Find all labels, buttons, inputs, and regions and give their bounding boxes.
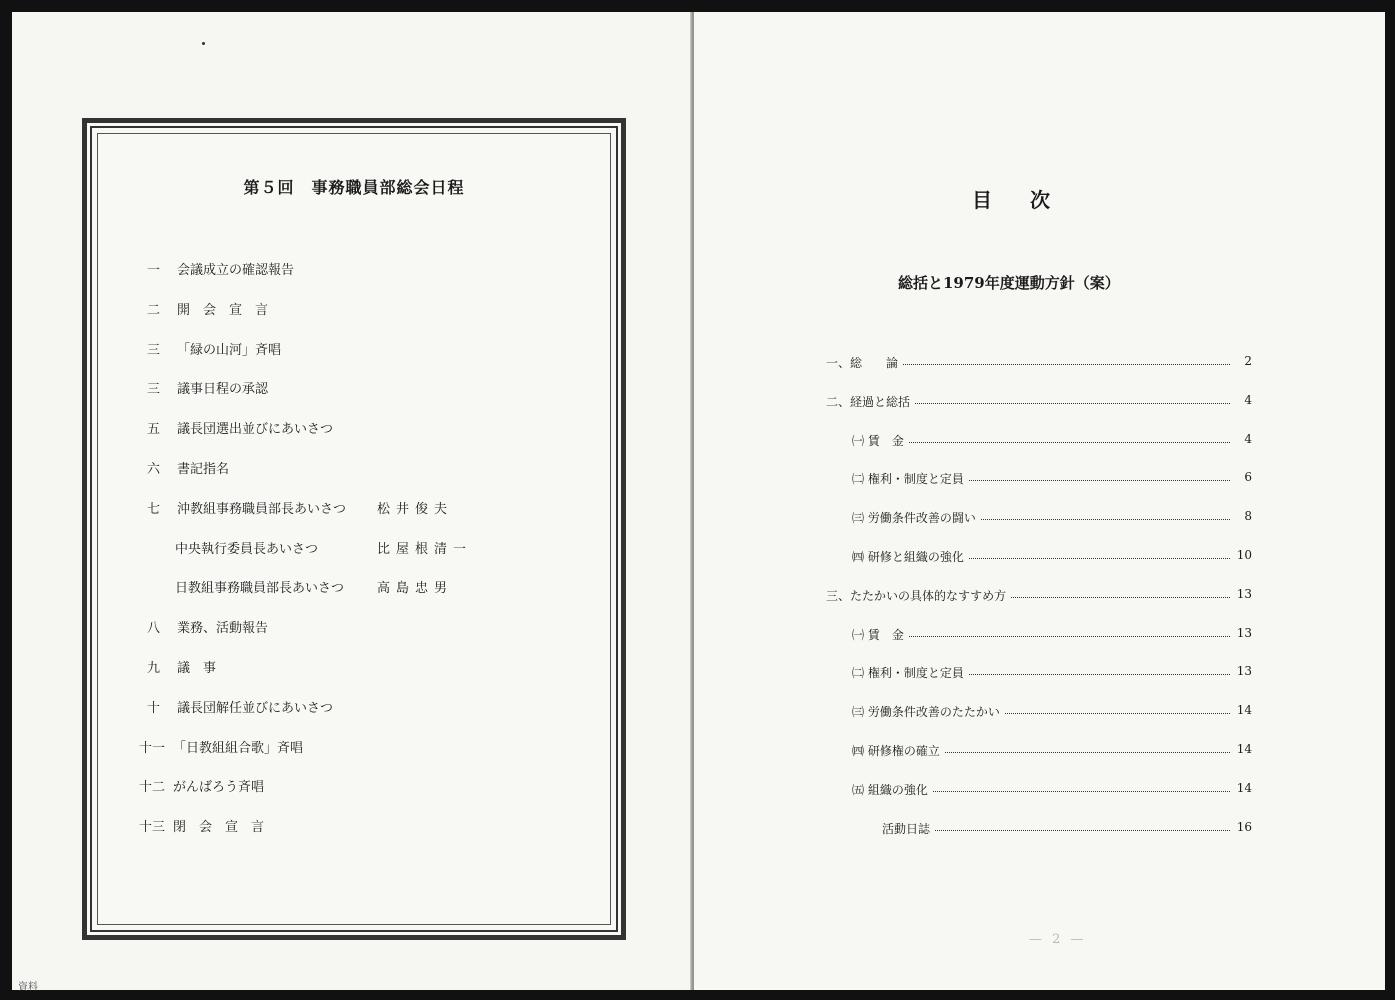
schedule-item-number: 十二 — [139, 780, 166, 796]
toc-entry — [852, 781, 1252, 797]
schedule-item — [147, 657, 216, 676]
toc-entry — [852, 664, 1252, 680]
schedule-item-text: 沖教組事務職員部長あいさつ — [177, 501, 347, 517]
toc-subtitle: 総括と1979年度運動方針（案） — [898, 274, 1120, 292]
toc-entry — [852, 470, 1252, 486]
schedule-item — [147, 299, 268, 318]
toc-entry — [852, 626, 1252, 642]
schedule-item — [139, 737, 303, 756]
toc-entry — [826, 393, 1252, 409]
schedule-item-text: 議事日程の承認 — [177, 382, 269, 398]
toc-entry-label: 一、総 論 — [826, 354, 902, 371]
schedule-item-text: 議長団選出並びにあいさつ — [177, 422, 334, 438]
schedule-item-number: 十一 — [139, 740, 166, 756]
toc-entry — [852, 703, 1252, 719]
speaker-name: 松井俊夫 — [377, 501, 454, 517]
schedule-item-number: 十三 — [139, 820, 166, 836]
schedule-title: 第５回 事務職員部総会日程 — [243, 178, 465, 197]
bleed-through-text — [774, 102, 1334, 882]
schedule-item-number: 九 — [147, 661, 161, 676]
toc-entry — [852, 509, 1252, 525]
toc-page-number: 13 — [1236, 664, 1252, 679]
schedule-item-number: 三 — [147, 382, 161, 398]
schedule-item-number: 十 — [147, 700, 161, 716]
toc-page-number: 13 — [1236, 625, 1252, 640]
toc-entry — [882, 820, 1252, 836]
toc-entry-label: ㈡ 権利・制度と定員 — [852, 470, 968, 487]
schedule-item — [139, 816, 264, 835]
schedule-item — [175, 577, 454, 597]
schedule-item — [175, 538, 473, 557]
schedule-item — [147, 617, 268, 636]
speaker-name: 比屋根清一 — [377, 541, 473, 557]
toc-page-number: 4 — [1244, 392, 1252, 407]
toc-page-number: 2 — [1244, 354, 1252, 368]
toc-entry-label: ㈠ 賃 金 — [852, 432, 908, 449]
schedule-item-number: 一 — [147, 263, 161, 278]
schedule-item — [139, 776, 264, 795]
toc-entry — [852, 548, 1252, 564]
toc-page-number: 14 — [1236, 780, 1252, 795]
corner-note: 資料 — [18, 982, 38, 993]
schedule-item — [147, 498, 454, 517]
toc-entry-label: 活動日誌 — [882, 820, 934, 837]
toc-entry-label: ㈣ 研修と組織の強化 — [852, 548, 968, 565]
toc-page-number: 14 — [1236, 703, 1252, 718]
toc-page-number: 6 — [1244, 470, 1252, 485]
toc-dot-leader — [852, 636, 1230, 637]
schedule-item — [147, 697, 333, 716]
toc-page-number: 10 — [1236, 548, 1252, 562]
toc-page-number: 13 — [1236, 586, 1252, 601]
toc-page-number: 16 — [1236, 819, 1252, 834]
schedule-item-text: 「緑の山河」斉唱 — [177, 342, 282, 358]
right-page — [694, 12, 1385, 990]
schedule-item — [147, 418, 333, 437]
schedule-item-text: 閉 会 宣 言 — [173, 820, 265, 836]
schedule-item-number: 八 — [147, 621, 161, 637]
schedule-item-text: 議長団解任並びにあいさつ — [177, 700, 334, 716]
schedule-item-number: 二 — [147, 302, 161, 318]
schedule-item — [147, 458, 229, 477]
schedule-item-text: 開 会 宣 言 — [177, 302, 269, 318]
toc-dot-leader — [882, 830, 1230, 831]
page-number: — 2 — — [1029, 932, 1087, 947]
toc-entry-label: ㈢ 労働条件改善の闘い — [852, 509, 980, 526]
schedule-item-text: 中央執行委員長あいさつ — [175, 541, 319, 557]
toc-entry — [826, 587, 1252, 603]
schedule-item-text: 議 事 — [177, 661, 217, 676]
schedule-item — [147, 339, 281, 358]
toc-entry-label: ㈢ 労働条件改善のたたかい — [852, 703, 1004, 720]
toc-entry-label: ㈣ 研修権の確立 — [852, 742, 944, 759]
schedule-item-text: 「日教組組合歌」斉唱 — [173, 740, 304, 756]
schedule-item-text: 書記指名 — [177, 462, 230, 477]
schedule-item-text: 会議成立の確認報告 — [177, 263, 295, 278]
schedule-item-number: 五 — [147, 422, 161, 438]
toc-entry-label: ㈡ 権利・制度と定員 — [852, 664, 968, 681]
schedule-item — [147, 378, 268, 397]
toc-entry-label: 二、経過と総括 — [826, 393, 914, 410]
left-page — [12, 12, 692, 993]
toc-page-number: 8 — [1244, 509, 1252, 524]
schedule-item-text: 業務、活動報告 — [177, 621, 269, 637]
schedule-item-text: がんばろう斉唱 — [173, 780, 265, 796]
schedule-frame — [82, 118, 626, 940]
toc-entry — [826, 354, 1252, 370]
toc-entry-label: ㈤ 組織の強化 — [852, 781, 932, 798]
schedule-item-text: 日教組事務職員部長あいさつ — [175, 581, 345, 597]
toc-entry — [852, 742, 1252, 758]
toc-entry-label: ㈠ 賃 金 — [852, 626, 908, 643]
toc-entry-label: 三、たたかいの具体的なすすめ方 — [826, 587, 1010, 604]
toc-dot-leader — [852, 442, 1230, 443]
toc-heading: 目次 — [972, 188, 1088, 212]
schedule-item-number: 六 — [147, 462, 161, 477]
toc-page-number: 4 — [1244, 431, 1252, 446]
speaker-name: 高島忠男 — [377, 581, 454, 597]
toc-page-number: 14 — [1236, 742, 1252, 756]
schedule-item — [147, 259, 294, 278]
schedule-item-number: 三 — [147, 342, 161, 358]
toc-entry — [852, 432, 1252, 448]
ink-dot — [202, 42, 205, 45]
schedule-item-number: 七 — [147, 501, 161, 517]
